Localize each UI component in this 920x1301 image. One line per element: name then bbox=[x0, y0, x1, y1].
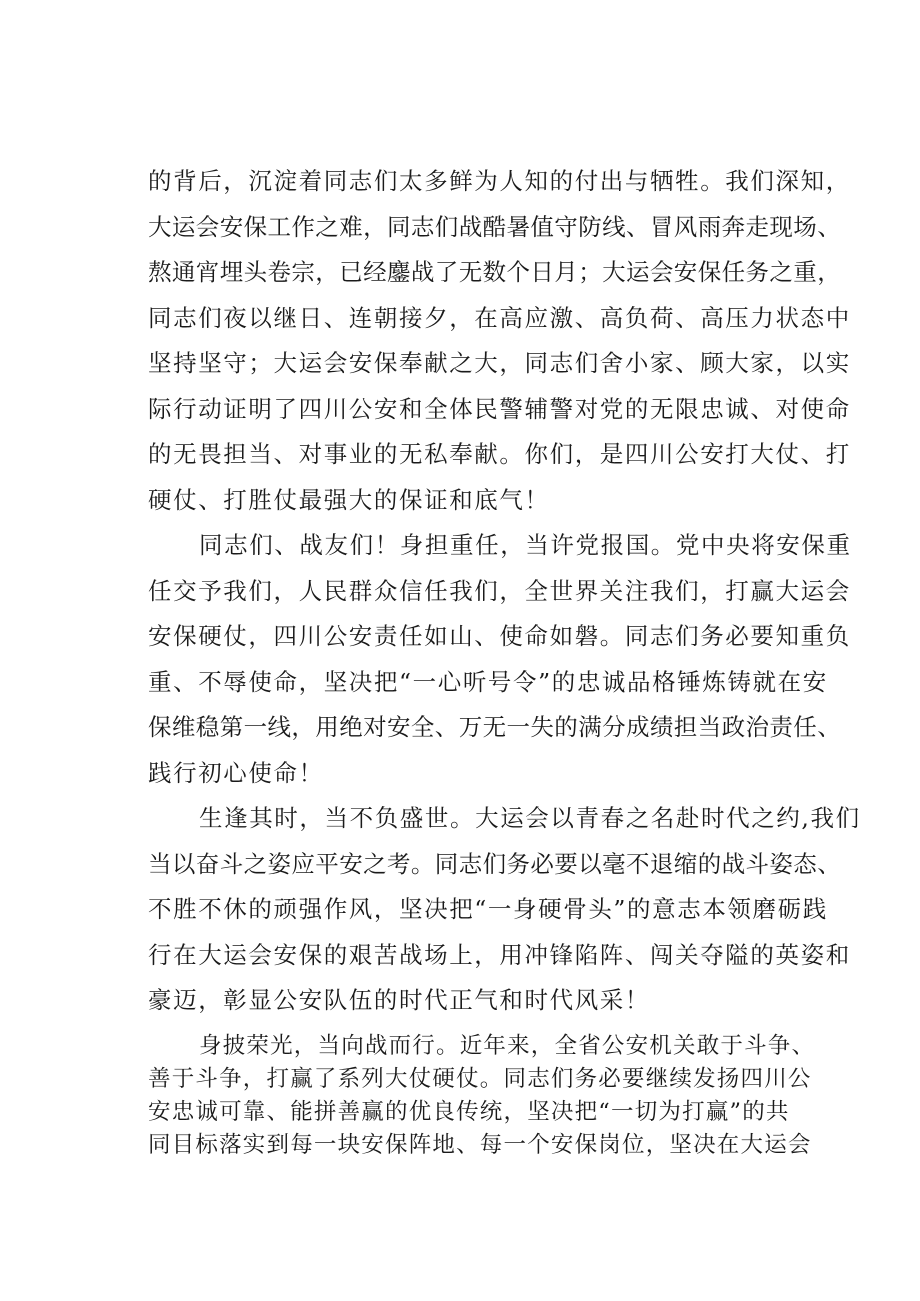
text-line: 践行初心使命！ bbox=[148, 759, 324, 787]
text-line: 际行动证明了四川公安和全体民警辅警对党的无限忠诚、对使命 bbox=[148, 395, 851, 423]
text-line: 的背后，沉淀着同志们太多鲜为人知的付出与牺牲。我们深知， bbox=[148, 167, 851, 195]
text-line: 坚持坚守；大运会安保奉献之大，同志们舍小家、顾大家，以实 bbox=[148, 349, 851, 377]
paragraph-first-line: 同志们、战友们！身担重任，当许党报国。党中央将安保重 bbox=[199, 531, 852, 559]
paragraph-first-line: 生逢其时，当不负盛世。大运会以青春之名赴时代之约,我们 bbox=[199, 804, 861, 832]
text-line: 豪迈，彰显公安队伍的时代正气和时代风采！ bbox=[148, 986, 650, 1014]
text-line: 重、不辱使命，坚决把“一心听号令”的忠诚品格锤炼铸就在安 bbox=[148, 668, 828, 696]
text-line: 当以奋斗之姿应平安之考。同志们务必要以毫不退缩的战斗姿态、 bbox=[148, 850, 842, 878]
text-line: 不胜不休的顽强作风，坚决把“一身硬骨头”的意志本领磨砺践 bbox=[148, 895, 828, 923]
text-line: 硬仗、打胜仗最强大的保证和底气！ bbox=[148, 486, 550, 514]
text-line: 行在大运会安保的艰苦战场上，用冲锋陷阵、闯关夺隘的英姿和 bbox=[148, 941, 851, 969]
text-line: 大运会安保工作之难，同志们战酷暑值守防线、冒风雨奔走现场、 bbox=[148, 213, 842, 241]
text-line: 同目标落实到每一块安保阵地、每一个安保岗位，坚决在大运会 bbox=[148, 1132, 812, 1158]
text-line: 同志们夜以继日、连朝接夕，在高应激、高负荷、高压力状态中 bbox=[148, 304, 851, 332]
text-line: 任交予我们，人民群众信任我们，全世界关注我们，打赢大运会 bbox=[148, 577, 851, 605]
text-line: 保维稳第一线，用绝对安全、万无一失的满分成绩担当政治责任、 bbox=[148, 713, 842, 741]
text-line: 熬通宵埋头卷宗，已经鏖战了无数个日月；大运会安保任务之重， bbox=[148, 258, 842, 286]
paragraph-first-line: 身披荣光，当向战而行。近年来，全省公安机关敢于斗争、 bbox=[199, 1033, 816, 1059]
text-line: 安忠诚可靠、能拼善赢的优良传统，坚决把“一切为打赢”的共 bbox=[148, 1099, 790, 1125]
text-line: 的无畏担当、对事业的无私奉献。你们，是四川公安打大仗、打 bbox=[148, 440, 851, 468]
text-line: 安保硬仗，四川公安责任如山、使命如磐。同志们务必要知重负 bbox=[148, 622, 851, 650]
text-line: 善于斗争，打赢了系列大仗硬仗。同志们务必要继续发扬四川公 bbox=[148, 1066, 812, 1092]
